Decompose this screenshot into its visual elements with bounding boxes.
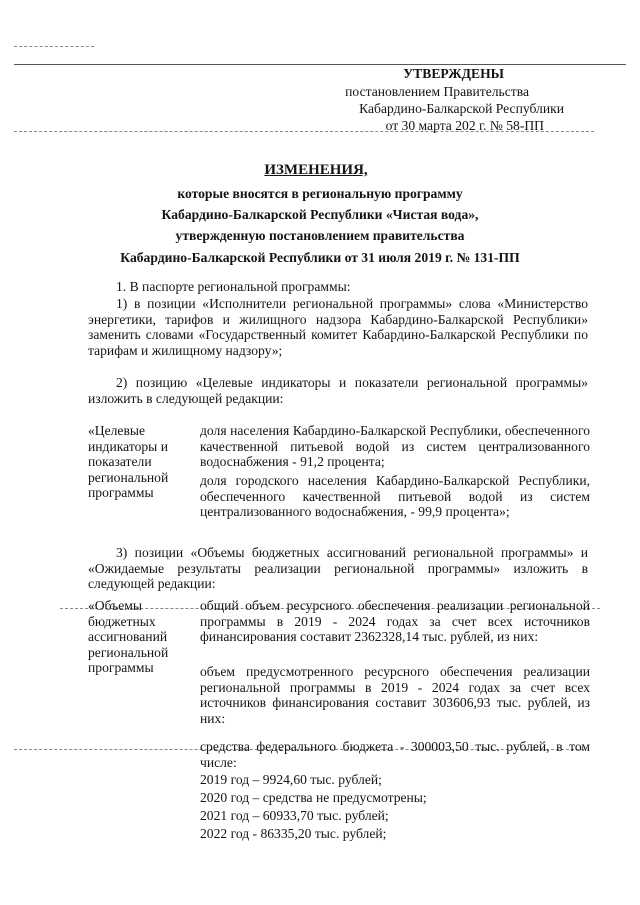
paragraph-3: 2) позицию «Целевые индикаторы и показатели региональной программы» изложить в следующей редакции:	[88, 375, 588, 406]
year-2019: 2019 год – 9924,60 тыс. рублей;	[200, 772, 382, 787]
block1-label: «Целевые индикаторы и показатели региональной программы	[88, 423, 169, 501]
year-2020: 2020 год – средства не предусмотрены;	[200, 790, 427, 805]
approval-line-3: от 30 марта 202 г. № 58-ПП	[385, 118, 544, 133]
block2-label: «Объемы бюджетных ассигнований региональной программы	[88, 598, 169, 676]
heading-line-3: утвержденную постановлением правительства	[175, 228, 465, 243]
heading-line-2: Кабардино-Балкарской Республики «Чистая вода»,	[161, 207, 479, 222]
scan-noise-line	[14, 46, 94, 47]
heading-line-4: Кабардино-Балкарской Республики от 31 июля 2019 г. № 131-ПП	[120, 250, 520, 265]
paragraph-4: 3) позиции «Объемы бюджетных ассигнований региональной программы» и «Ожидаемые результаты реализации региональной программы» изложить в следующей редакции:	[88, 545, 588, 592]
year-2021: 2021 год – 60933,70 тыс. рублей;	[200, 808, 389, 823]
doc-title: ИЗМЕНЕНИЯ,	[264, 162, 368, 178]
approval-line-1: постановлением Правительства	[345, 84, 529, 99]
top-rule	[14, 64, 626, 65]
block1-text-2: доля городского населения Кабардино-Балкарской Республики, обеспеченного качественной питьевой водой из систем централизованного водоснабжения, - 99,9 процента»;	[200, 473, 590, 520]
year-2022: 2022 год - 86335,20 тыс. рублей;	[200, 826, 387, 841]
block2-text-2: объем предусмотренного ресурсного обеспечения реализации региональной программы в 2019 - 2024 годах за счет всех источников финансирования составит 303606,93 тыс. рублей, из них:	[200, 664, 590, 726]
block1-text-1: доля населения Кабардино-Балкарской Республики, обеспеченного качественной питьевой водой из систем централизованного водоснабжения - 91,2 процента;	[200, 423, 590, 470]
paragraph-2: 1) в позиции «Исполнители региональной программы» слова «Министерство энергетики, тарифов и жилищного надзора Кабардино-Балкарской Республики» заменить словами «Государственный комитет Кабардино-Балкарской Республики по тарифам и жилищному надзору»;	[88, 296, 588, 358]
block2-text-1: общий объем ресурсного обеспечения реализации региональной программы в 2019 - 2024 годах за счет всех источников финансирования составит 2362328,14 тыс. рублей, из них:	[200, 598, 590, 645]
heading-line-1: которые вносятся в региональную программу	[177, 186, 463, 201]
block2-text-3: средства федерального бюджета - 300003,50 тыс. рублей, в том числе:	[200, 739, 590, 770]
paragraph-1: 1. В паспорте региональной программы:	[116, 279, 351, 294]
approval-title: УТВЕРЖДЕНЫ	[403, 66, 504, 81]
approval-line-2: Кабардино-Балкарской Республики	[359, 101, 564, 116]
